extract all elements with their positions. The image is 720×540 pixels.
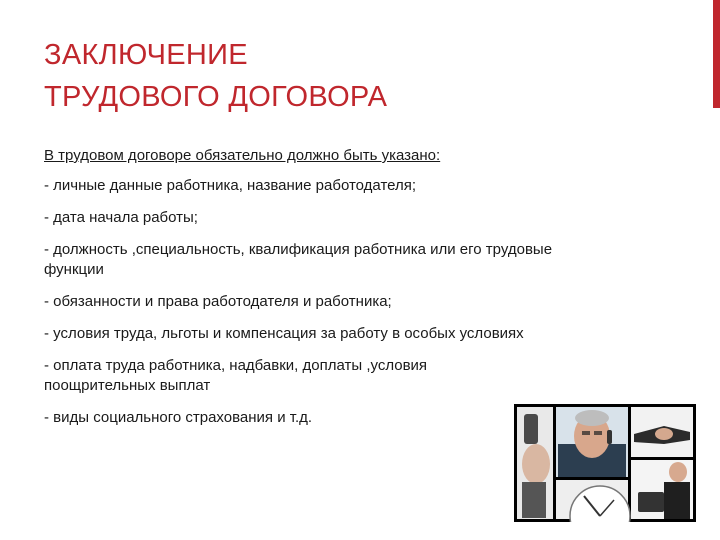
slide-title-line-2: ТРУДОВОГО ДОГОВОРА [44,81,388,113]
list-item: - условия труда, льготы и компенсация за работу в особых условиях [44,325,524,342]
list-item: - дата начала работы; [44,209,198,226]
accent-bar [713,0,720,108]
list-item: - должность ,специальность, квалификация работника или его трудовые функции [44,241,553,278]
slide-title [44,34,387,118]
handset-icon [607,430,612,444]
slide-content [44,146,654,440]
content-lead: В трудовом договоре обязательно должно быть указано: [44,147,441,164]
list-item: - обязанности и права работодателя и работника; [44,293,392,310]
slide-title-line-1: ЗАКЛЮЧЕНИЕ [44,39,248,71]
phone-icon [524,414,538,444]
list-item: - оплата труда работника, надбавки, доплаты ,условия поощрительных выплат [44,357,428,394]
photo-collage [514,404,696,522]
list-item: - личные данные работника, название работодателя; [44,177,417,194]
list-item: - виды социального страхования и т.д. [44,409,313,426]
briefcase-icon [638,492,664,512]
